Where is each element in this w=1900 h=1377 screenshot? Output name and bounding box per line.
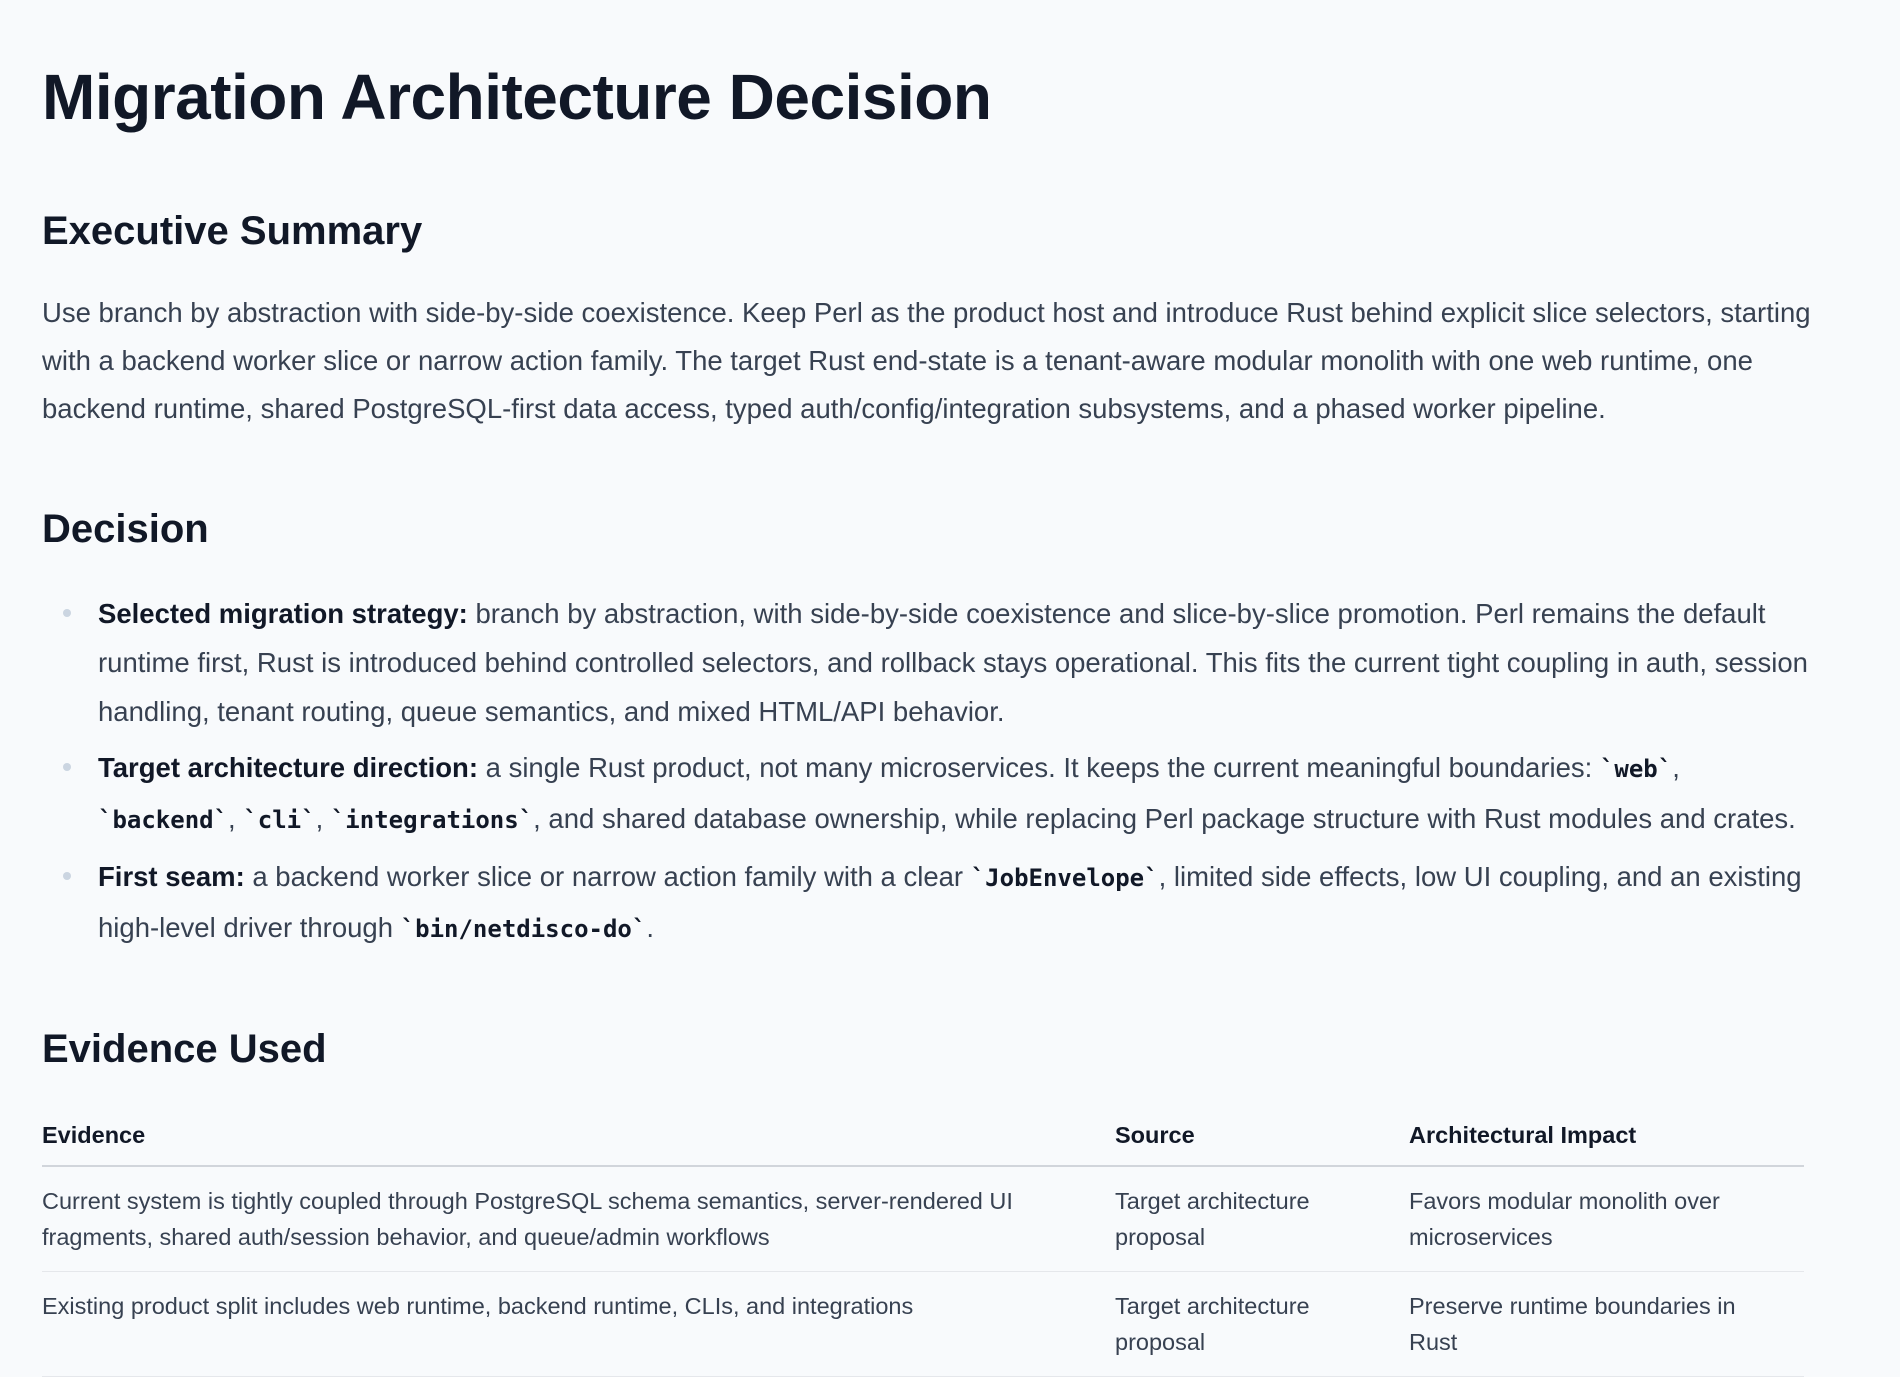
item-text: a backend worker slice or narrow action family with a clear (244, 861, 971, 892)
item-text: a single Rust product, not many microservices. It keeps the current meaningful boundaries: (478, 752, 1600, 783)
code-backend: `backend` (98, 806, 229, 834)
item-label: First seam: (98, 861, 245, 892)
code-web: `web` (1599, 755, 1673, 783)
item-text: , limited side effects, low UI coupling, and an existing high-level driver through (98, 861, 1802, 943)
table-cell-source: Target architecture proposal (1115, 1166, 1409, 1272)
item-label: Target architecture direction: (98, 752, 478, 783)
table-row (42, 1166, 1804, 1272)
separator: , (228, 803, 244, 834)
table-header-row (42, 1108, 1804, 1166)
item-text: branch by abstraction, with side-by-side coexistence and slice-by-slice promotion. Perl remains the default runtime first, Rust is introduced behind controlled selectors, and rollback stays operational. This fits the current tight coupling in auth, session handling, tenant routing, queue semantics, and mixed HTML/API behavior. (98, 598, 1808, 727)
executive-summary-text: Use branch by abstraction with side-by-side coexistence. Keep Perl as the product host and introduce Rust behind explicit slice selectors, starting with a backend worker slice or narrow action family. The target Rust end-state is a tenant-aware modular monolith with one web runtime, one backend runtime, shared PostgreSQL-first data access, typed auth/config/integration subsystems, and a phased worker pipeline. (42, 297, 1811, 424)
table-row (42, 1272, 1804, 1377)
column-header-evidence: Evidence (42, 1108, 1115, 1166)
bullet-icon (63, 609, 71, 617)
item-label: Selected migration strategy: (98, 598, 468, 629)
decision-heading: Decision (42, 507, 209, 551)
table-cell-evidence: Existing product split includes web runtime, backend runtime, CLIs, and integrations (42, 1272, 1115, 1377)
table-cell-source: Target architecture proposal (1115, 1272, 1409, 1377)
item-text: , and shared database ownership, while replacing Perl package structure with Rust modules and crates. (533, 803, 1796, 834)
table-cell-impact: Preserve runtime boundaries in Rust (1409, 1272, 1804, 1377)
separator: , (315, 803, 331, 834)
list-item (42, 743, 1812, 845)
page-title: Migration Architecture Decision (42, 61, 992, 133)
list-item (42, 589, 1812, 736)
decision-list (42, 589, 1812, 954)
code-cli: `cli` (243, 806, 316, 834)
code-netdisco-do: `bin/netdisco-do` (400, 915, 647, 943)
separator: , (1672, 752, 1680, 783)
evidence-heading: Evidence Used (42, 1027, 327, 1071)
column-header-source: Source (1115, 1108, 1409, 1166)
code-jobenvelope: `JobEnvelope` (970, 864, 1159, 892)
evidence-table (42, 1108, 1804, 1377)
code-integrations: `integrations` (330, 806, 534, 834)
executive-summary-heading: Executive Summary (42, 209, 423, 253)
list-item (42, 852, 1812, 954)
table-cell-evidence: Current system is tightly coupled through PostgreSQL schema semantics, server-rendered UI fragments, shared auth/session behavior, and queue/admin workflows (42, 1166, 1115, 1272)
item-text: . (646, 912, 654, 943)
bullet-icon (63, 872, 71, 880)
bullet-icon (63, 763, 71, 771)
table-cell-impact: Favors modular monolith over microservices (1409, 1166, 1804, 1272)
column-header-impact: Architectural Impact (1409, 1108, 1804, 1166)
